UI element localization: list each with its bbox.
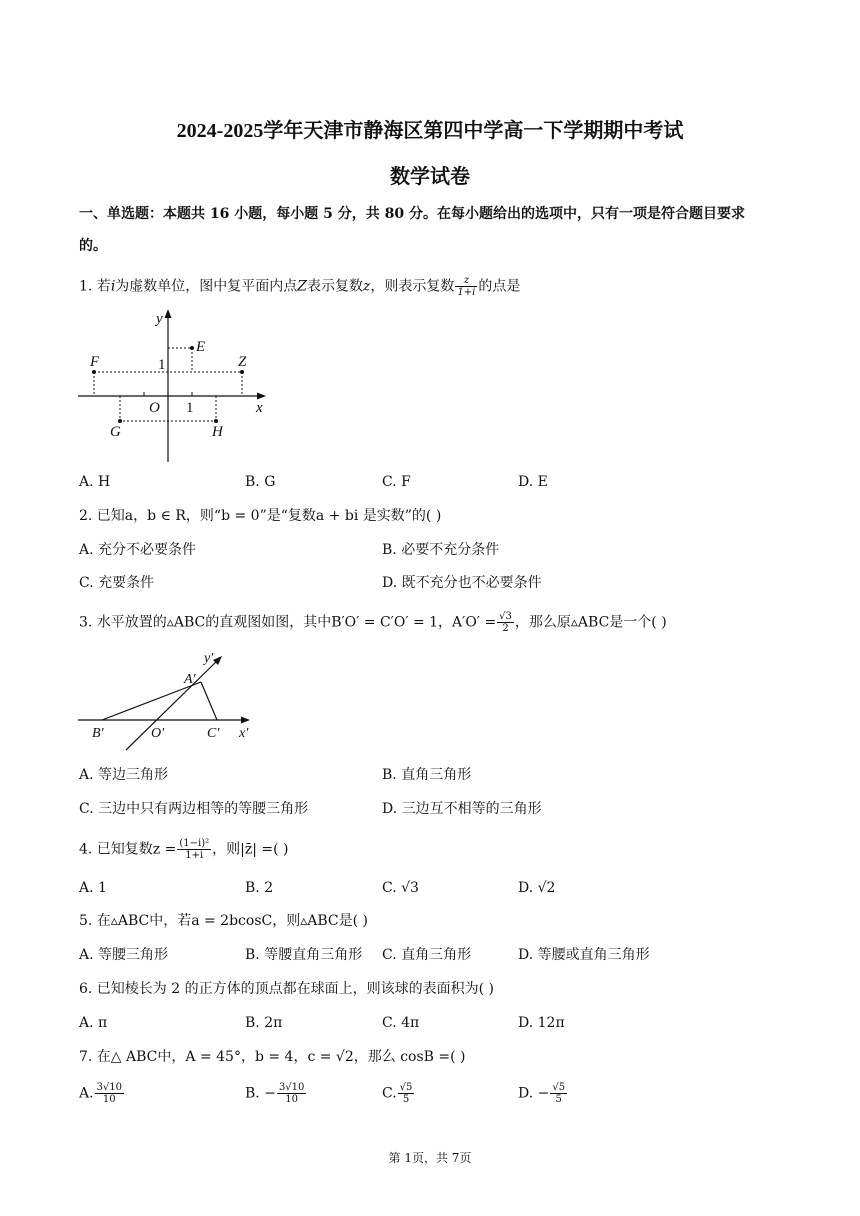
fraction: $\frac{\text{(1−i)²}}{1+i}$ (179, 838, 210, 861)
question-1-stem: 1. 若i为虚数单位，图中复平面内点Z表示复数z，则表示复数 $\frac{z}{1+i}$ 的点是 (79, 275, 521, 298)
point-G (118, 419, 122, 423)
label-x: x (256, 400, 263, 416)
q3-option-d[interactable]: D. 三边互不相等的三角形 (382, 801, 542, 817)
q2-option-b[interactable]: B. 必要不充分条件 (382, 542, 500, 558)
label-one-y: 1 (158, 357, 166, 373)
label-O-prime: O′ (151, 726, 165, 741)
q5-option-d[interactable]: D. 等腰或直角三角形 (518, 947, 650, 963)
point-F (92, 370, 96, 374)
q3-option-c[interactable]: C. 三边中只有两边相等的等腰三角形 (79, 801, 309, 817)
oblique-triangle-figure (76, 648, 266, 758)
point-Z (240, 370, 244, 374)
question-3-stem: 3. 水平放置的▵ABC的直观图如图，其中B′O′ = C′O′ = 1，A′O′ = $\frac{√3}{2}$ ，那么原▵ABC是一个( ) (79, 611, 667, 634)
q3-option-a[interactable]: A. 等边三角形 (79, 767, 169, 783)
question-2-stem: 2. 已知a，b ∈ R，则“b = 0”是“复数a + bi 是实数”的( ) (79, 508, 442, 524)
fraction: $\frac{√5}{5}$ (552, 1082, 566, 1105)
q7-option-d[interactable]: D. − $\frac{√5}{5}$ (518, 1082, 566, 1105)
label-H: H (212, 424, 223, 440)
q6-option-a[interactable]: A. π (79, 1015, 108, 1031)
fraction: $\frac{√5}{5}$ (399, 1082, 413, 1105)
question-6-stem: 6. 已知棱长为 2 的正方体的顶点都在球面上，则该球的表面积为( ) (79, 981, 494, 997)
question-4-stem: 4. 已知复数z = $\frac{\text{(1−i)²}}{1+i}$ ，则|z̄| =( ) (79, 838, 289, 861)
label-one-x: 1 (186, 400, 194, 416)
fraction: $\frac{√3}{2}$ (499, 611, 512, 634)
q7-option-c[interactable]: C. $\frac{√5}{5}$ (382, 1082, 413, 1105)
fraction: $\frac{z}{1+i}$ (457, 275, 476, 298)
fraction: $\frac{3√10}{10}$ (96, 1082, 123, 1105)
point-E (190, 346, 194, 350)
q7-option-b[interactable]: B. − $\frac{3√10}{10}$ (245, 1082, 305, 1105)
guide-E (168, 348, 192, 372)
label-C-prime: C′ (207, 726, 220, 741)
label-F: F (90, 354, 100, 370)
q4-option-c[interactable]: C. √3 (382, 880, 419, 896)
label-x-prime: x′ (239, 726, 249, 741)
x-axis-arrow (241, 717, 250, 724)
label-y: y (156, 311, 163, 327)
label-Z: Z (238, 354, 247, 370)
y-axis-arrow (165, 309, 172, 318)
q7-option-a[interactable]: A. $\frac{3√10}{10}$ (79, 1082, 123, 1105)
label-origin: O (149, 400, 160, 416)
label-B-prime: B′ (92, 726, 104, 741)
q4-option-b[interactable]: B. 2 (245, 880, 274, 896)
q2-option-a[interactable]: A. 充分不必要条件 (79, 542, 197, 558)
q1-option-b[interactable]: B. G (245, 474, 276, 490)
section-heading-line2: 的。 (79, 238, 107, 254)
q1-option-d[interactable]: D. E (518, 474, 548, 490)
q2-option-d[interactable]: D. 既不充分也不必要条件 (382, 575, 542, 591)
q6-option-d[interactable]: D. 12π (518, 1015, 565, 1031)
q1-option-a[interactable]: A. H (79, 474, 111, 490)
complex-plane-figure (76, 306, 276, 466)
fraction: $\frac{3√10}{10}$ (278, 1082, 305, 1105)
q3-option-b[interactable]: B. 直角三角形 (382, 767, 472, 783)
q4-option-d[interactable]: D. √2 (518, 880, 556, 896)
q5-option-c[interactable]: C. 直角三角形 (382, 947, 472, 963)
section-heading-line1: 一、单选题：本题共 16 小题，每小题 5 分，共 80 分。在每小题给出的选项中，只有一项是符合题目要求 (79, 206, 745, 222)
q6-option-c[interactable]: C. 4π (382, 1015, 420, 1031)
label-y-prime: y′ (204, 651, 214, 666)
q4-option-a[interactable]: A. 1 (79, 880, 107, 896)
q6-option-b[interactable]: B. 2π (245, 1015, 283, 1031)
q5-option-b[interactable]: B. 等腰直角三角形 (245, 947, 363, 963)
page-footer: 第 1页，共 7页 (388, 1151, 472, 1165)
label-A-prime: A′ (184, 672, 196, 687)
segment-BA (102, 682, 201, 720)
question-7-stem: 7. 在△ ABC中，A = 45°，b = 4，c = √2，那么 cosB =( ) (79, 1049, 466, 1065)
q1-option-c[interactable]: C. F (382, 474, 411, 490)
label-E: E (196, 339, 206, 355)
question-5-stem: 5. 在▵ABC中，若a = 2bcosC，则▵ABC是( ) (79, 913, 368, 929)
point-H (214, 419, 218, 423)
segment-AC (201, 682, 217, 720)
page-subtitle: 数学试卷 (390, 166, 470, 188)
page-title: 2024-2025学年天津市静海区第四中学高一下学期期中考试 (176, 120, 684, 142)
label-G: G (110, 424, 121, 440)
q2-option-c[interactable]: C. 充要条件 (79, 575, 155, 591)
q5-option-a[interactable]: A. 等腰三角形 (79, 947, 169, 963)
x-axis-arrow (257, 393, 266, 400)
